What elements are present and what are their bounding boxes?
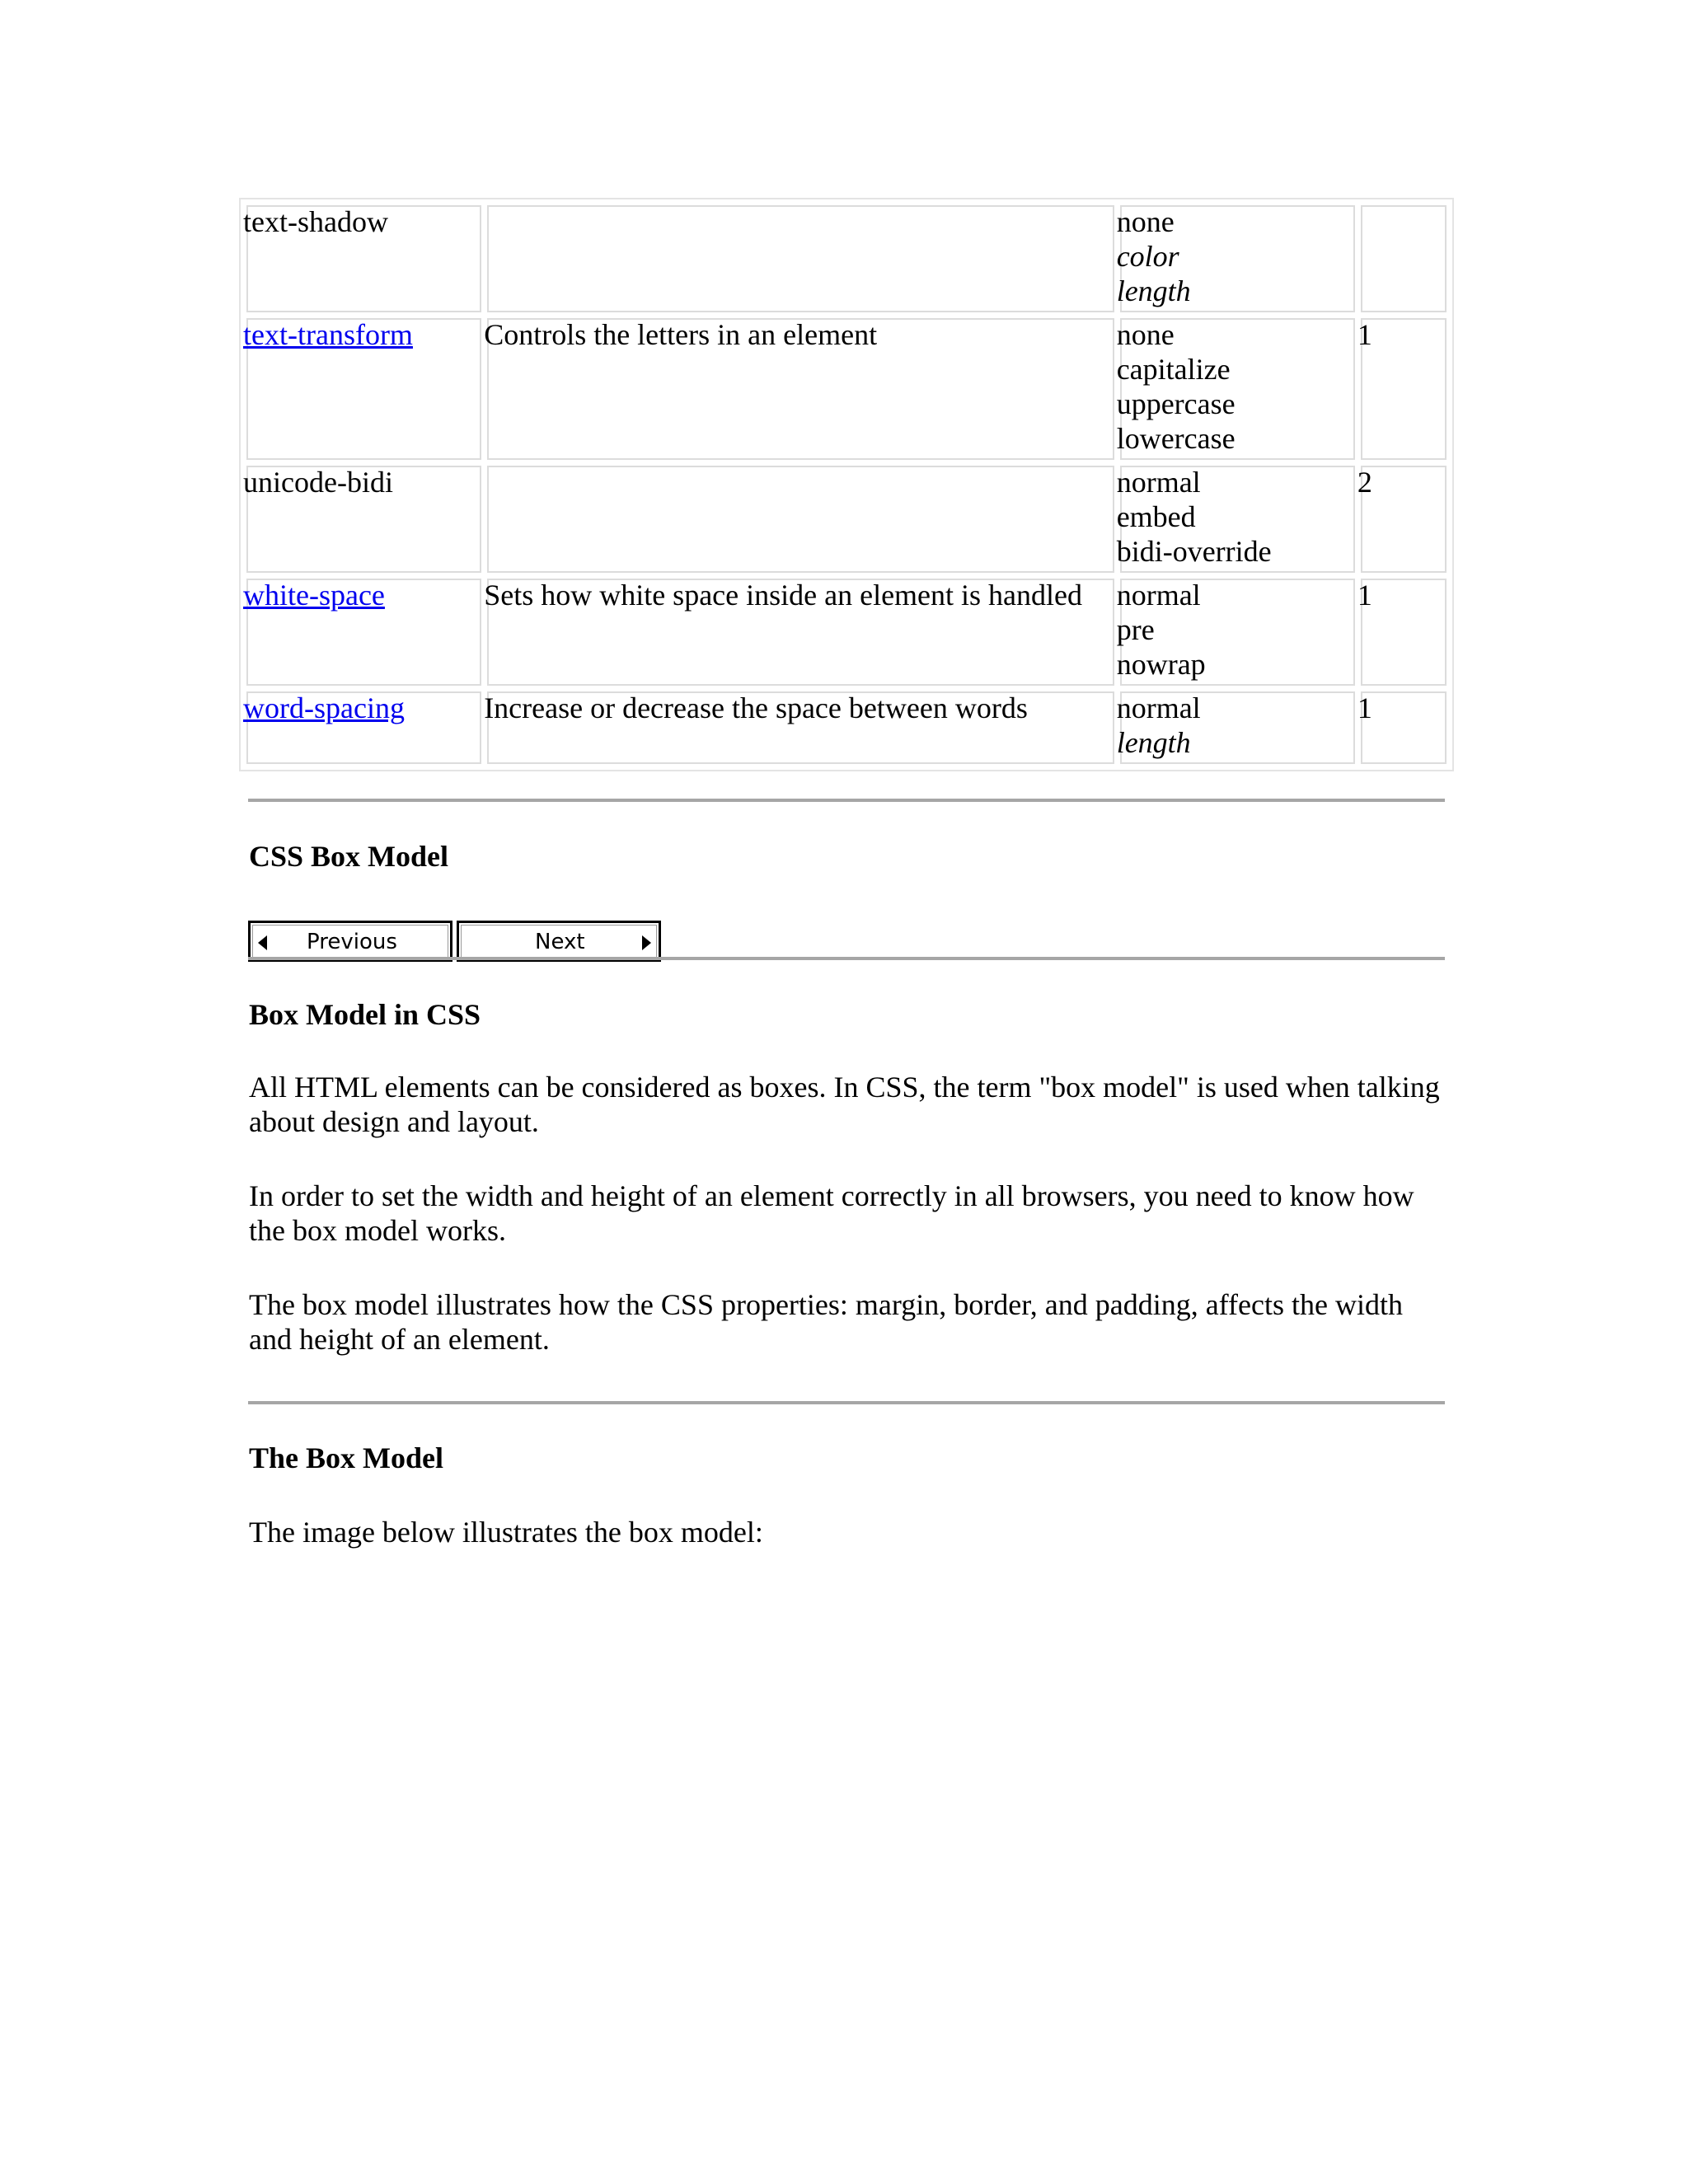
css-version-cell <box>1361 205 1447 312</box>
arrow-right-icon <box>642 935 651 950</box>
description-cell <box>487 466 1114 573</box>
values-cell <box>1116 579 1355 686</box>
horizontal-rule <box>248 799 1445 802</box>
value-item: none <box>1116 205 1175 238</box>
values-cell <box>1116 466 1355 573</box>
value-item: normal <box>1116 691 1201 724</box>
description-text: Sets how white space inside an element is handled <box>484 579 1083 612</box>
css-version-cell <box>1357 691 1447 764</box>
property-cell-content <box>243 578 475 612</box>
property-cell-content <box>243 465 475 499</box>
value-item: pre <box>1116 613 1155 646</box>
property-cell <box>243 205 481 312</box>
value-item: length <box>1116 726 1191 759</box>
values-list <box>1117 317 1348 456</box>
values-cell <box>1116 691 1355 764</box>
description-cell <box>487 205 1114 312</box>
css-version: 1 <box>1357 691 1372 724</box>
values-cell <box>1116 205 1355 312</box>
value-item: nowrap <box>1116 648 1206 681</box>
property-link-white-space[interactable]: white-space <box>243 579 385 612</box>
table-row <box>246 318 1447 460</box>
property-name-text-shadow: text-shadow <box>243 205 388 238</box>
table-row <box>246 579 1447 686</box>
previous-button-label: Previous <box>307 930 397 954</box>
css-version-cell <box>1357 579 1447 686</box>
property-cell <box>243 579 481 686</box>
table-row <box>246 205 1447 312</box>
section-heading-box-model-in-css: Box Model in CSS <box>249 998 481 1031</box>
value-item: bidi-override <box>1116 535 1272 568</box>
property-link-text-transform[interactable]: text-transform <box>243 318 413 351</box>
property-cell <box>243 466 481 573</box>
arrow-left-icon <box>258 935 267 950</box>
previous-button[interactable] <box>248 921 452 962</box>
values-cell <box>1116 318 1355 460</box>
paragraph-box-model-illustrates: The box model illustrates how the CSS properties: margin, border, and padding, affects the width and height of an element. <box>249 1288 1403 1356</box>
value-item: capitalize <box>1116 353 1231 386</box>
property-link-word-spacing[interactable]: word-spacing <box>243 691 405 724</box>
value-item: none <box>1116 318 1175 351</box>
values-list <box>1117 578 1348 682</box>
value-item: lowercase <box>1116 422 1236 455</box>
paragraph-boxes: All HTML elements can be considered as boxes. In CSS, the term "box model" is used when talking about design and layout. <box>249 1071 1440 1138</box>
property-cell-content <box>243 691 475 725</box>
property-name-unicode-bidi: unicode-bidi <box>243 466 393 499</box>
value-item: uppercase <box>1116 387 1236 420</box>
table-row <box>246 691 1447 764</box>
description-text: Controls the letters in an element <box>484 318 878 351</box>
horizontal-rule <box>248 1401 1445 1404</box>
table-body <box>243 205 1447 764</box>
value-item: embed <box>1116 500 1196 533</box>
values-list <box>1117 465 1348 569</box>
section-heading-css-box-model: CSS Box Model <box>249 840 449 873</box>
property-cell-content <box>243 317 475 352</box>
css-version: 1 <box>1357 318 1372 351</box>
value-item: color <box>1116 240 1179 273</box>
css-version: 1 <box>1357 579 1372 612</box>
horizontal-rule <box>248 957 1445 960</box>
property-cell <box>243 318 481 460</box>
value-item: normal <box>1116 579 1201 612</box>
css-version-cell <box>1357 318 1447 460</box>
paragraph-image-below: The image below illustrates the box model: <box>249 1516 763 1549</box>
css-version-cell <box>1357 466 1447 573</box>
next-button[interactable] <box>457 921 661 962</box>
description-cell <box>484 691 1114 764</box>
value-item: length <box>1116 274 1191 307</box>
description-text: Increase or decrease the space between words <box>484 691 1028 724</box>
next-button-label: Next <box>535 930 585 954</box>
description-cell <box>484 579 1114 686</box>
css-version: 2 <box>1357 466 1372 499</box>
values-list <box>1117 691 1348 760</box>
description-cell <box>484 318 1114 460</box>
value-item: normal <box>1116 466 1201 499</box>
property-cell <box>243 691 481 764</box>
paragraph-width-height: In order to set the width and height of an element correctly in all browsers, you need to know how the box model works. <box>249 1179 1414 1247</box>
property-cell-content <box>243 204 475 239</box>
section-heading-the-box-model: The Box Model <box>249 1441 444 1474</box>
table-row <box>246 466 1447 573</box>
values-list <box>1117 204 1348 308</box>
css-text-properties-table <box>239 198 1454 771</box>
